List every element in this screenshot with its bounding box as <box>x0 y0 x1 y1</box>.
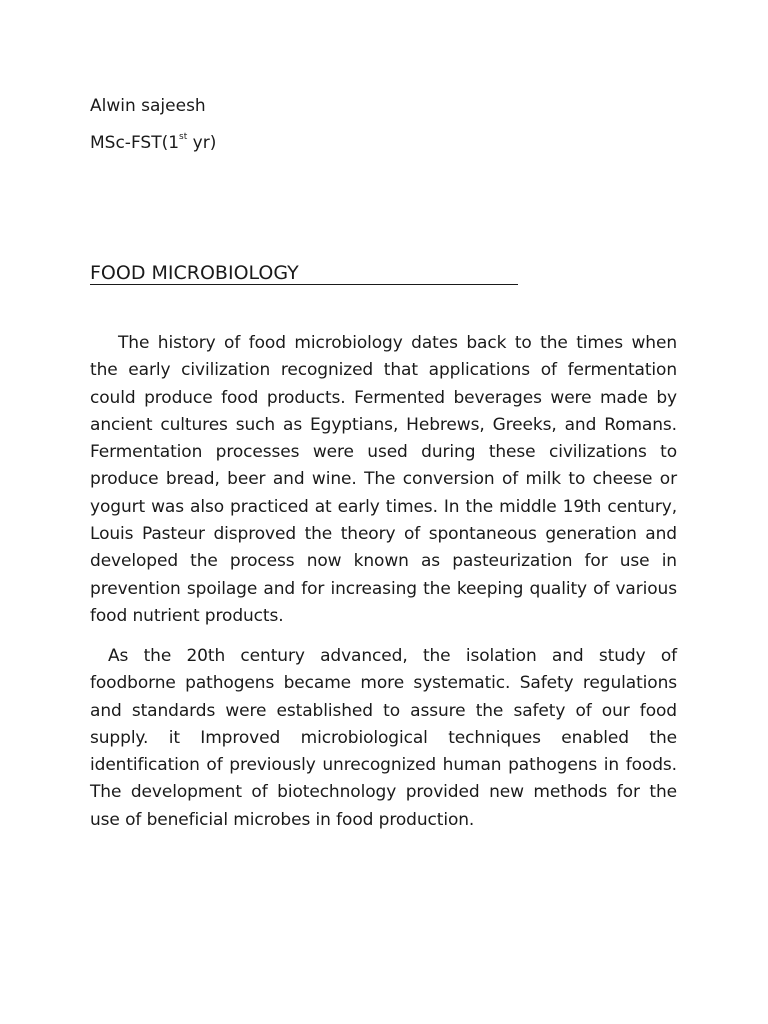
course-suffix: yr) <box>187 133 217 153</box>
author-name: Alwin sajeesh <box>90 96 206 116</box>
paragraph-history: The history of food microbiology dates back to the times when the early civilization recognized that applications of fermentation could produce food products. Fermented beverages were made by ancient cultures such as Egyptians, Hebrews, Greeks, and Romans. Fermentation processes were used during these civilizations to produce bread, beer and wine. The conversion of milk to cheese or yogurt was also practiced at early times. In the middle 19th century, Louis Pasteur disproved the theory of spontaneous generation and developed the process now known as pasteurization for use in prevention spoilage and for increasing the keeping quality of various food nutrient products. <box>90 333 677 626</box>
course-prefix: MSc-FST(1 <box>90 133 180 153</box>
document-title: FOOD MICROBIOLOGY <box>90 260 518 285</box>
course-superscript: st <box>179 132 188 143</box>
paragraph-20th-century: As the 20th century advanced, the isolation and study of foodborne pathogens became more systematic. Safety regulations and standards were established to assure the safety of our food supply. it Improved microbiological techniques enabled the identification of previously unrecognized human pathogens in foods. The development of biotechnology provided new methods for the use of beneficial microbes in food production. <box>90 646 677 830</box>
course-info <box>90 131 216 155</box>
